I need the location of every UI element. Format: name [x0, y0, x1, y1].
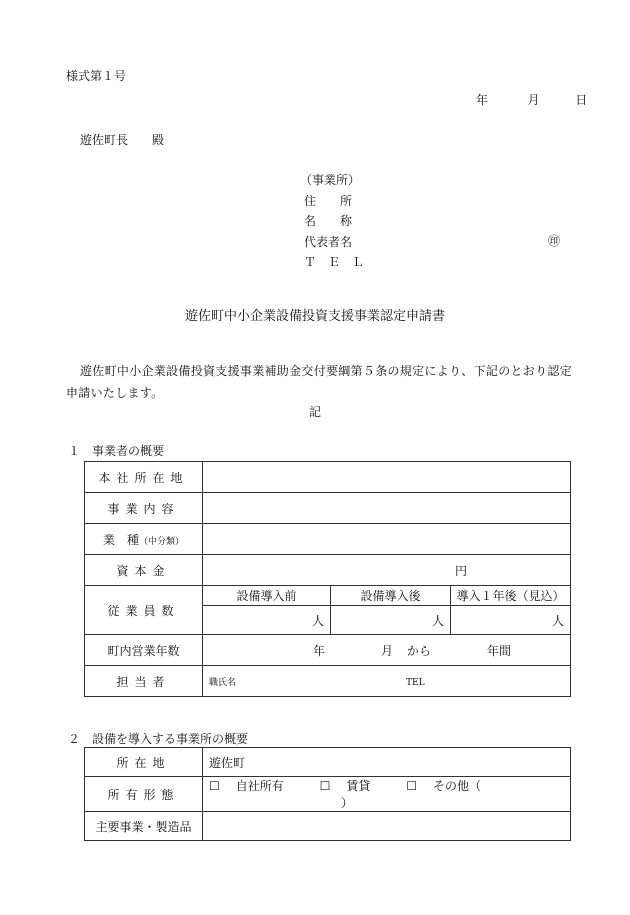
own-option-label: 自社所有 — [235, 779, 284, 793]
main-business-label: 主要事業・製造品 — [85, 812, 203, 841]
seal-mark: ㊞ — [548, 234, 561, 248]
body-text: 遊佐町中小企業設備投資支援事業補助金交付要綱第５条の規定により、下記のとおり認定申請いたします。 — [66, 364, 573, 400]
address-label: 住 所 — [304, 193, 353, 208]
form-number: 様式第１号 — [66, 69, 127, 83]
contact-field[interactable] — [203, 666, 571, 697]
checkbox-icon[interactable]: ☐ — [406, 779, 417, 793]
applicant-block — [300, 170, 364, 273]
name-label: 名 称 — [304, 214, 353, 228]
emp-after-field[interactable] — [331, 606, 451, 635]
lease-option[interactable] — [320, 779, 387, 793]
lease-option-label: 賃貸 — [346, 779, 371, 793]
years-from: から — [407, 643, 432, 658]
emp-before-field[interactable] — [203, 606, 331, 635]
industry-label: 業 種 — [102, 532, 139, 547]
industry-field[interactable] — [203, 524, 571, 555]
head-office-field[interactable] — [203, 462, 571, 493]
years-label: 町内営業年数 — [85, 635, 203, 666]
date-line — [476, 91, 587, 108]
employees-label: 従業員数 — [85, 586, 203, 635]
contact-tel: TEL — [406, 678, 425, 688]
capital-unit: 円 — [455, 563, 468, 578]
business-overview-table — [84, 461, 571, 697]
date-year: 年 — [476, 93, 489, 107]
person-unit: 人 — [311, 613, 324, 628]
representative-label: 代表者名 — [304, 234, 353, 249]
location-value: 遊佐町 — [209, 755, 246, 770]
emp-col-after: 設備導入後 — [331, 586, 451, 606]
document-title: 遊佐町中小企業設備投資支援事業認定申請書 — [184, 309, 445, 324]
business-field[interactable] — [203, 493, 571, 524]
years-year: 年 — [313, 643, 326, 658]
section1-heading: １ 事業者の概要 — [68, 444, 165, 458]
ki-label: 記 — [308, 405, 321, 419]
person-unit: 人 — [431, 613, 444, 628]
industry-cell — [85, 524, 203, 555]
business-label: 事業内容 — [85, 493, 203, 524]
capital-field[interactable] — [203, 555, 571, 586]
industry-note: （中分類） — [139, 536, 185, 547]
date-month: 月 — [527, 93, 540, 107]
emp-col-before: 設備導入前 — [203, 586, 331, 606]
main-business-field[interactable] — [203, 812, 571, 841]
office-label: （事業所） — [300, 173, 361, 187]
years-period: 年間 — [487, 643, 512, 658]
addressee: 遊佐町長 殿 — [80, 133, 165, 147]
emp-year-after-field[interactable] — [451, 606, 571, 635]
checkbox-icon[interactable]: ☐ — [209, 779, 220, 793]
location-field[interactable] — [203, 748, 571, 777]
head-office-label: 本社所在地 — [85, 462, 203, 493]
person-unit: 人 — [552, 613, 565, 628]
checkbox-icon[interactable]: ☐ — [319, 779, 331, 793]
date-day: 日 — [575, 93, 588, 107]
years-month: 月 — [381, 643, 394, 658]
own-option[interactable] — [209, 779, 300, 793]
years-field[interactable] — [203, 635, 571, 666]
emp-col-year-after: 導入１年後（見込） — [451, 586, 571, 606]
other-option-label: その他（ — [432, 779, 481, 793]
capital-label: 資本金 — [85, 555, 203, 586]
contact-label: 担当者 — [85, 666, 203, 697]
ownership-label: 所有形態 — [85, 777, 203, 812]
section2-heading: ２ 設備を導入する事業所の概要 — [68, 732, 249, 746]
other-option-close: ） — [341, 796, 354, 810]
contact-title: 職氏名 — [209, 678, 237, 688]
facility-overview-table — [84, 747, 571, 841]
tel-label: Ｔ Ｅ Ｌ — [304, 255, 365, 269]
location-label: 所在地 — [85, 748, 203, 777]
ownership-options — [203, 777, 571, 812]
